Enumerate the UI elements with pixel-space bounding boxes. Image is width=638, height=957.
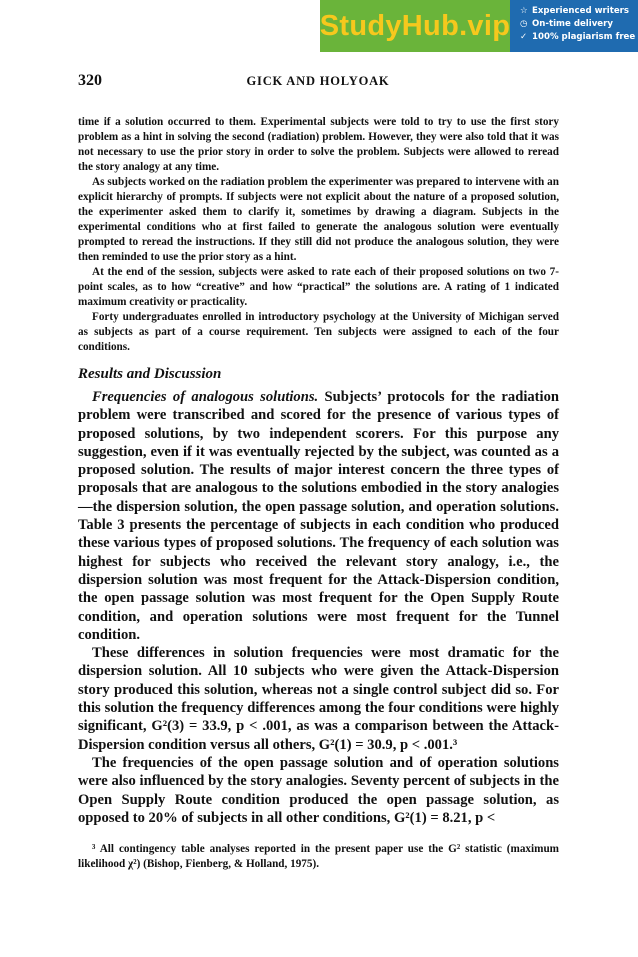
paragraph: As subjects worked on the radiation problem the experimenter was prepared to intervene with an explicit hierarchy of prompts. If subjects were not explicit about the nature of a proposed solution, the experimenter asked them to clarify it, sometimes by drawing a diagram. Subjects in the experimental conditions who at first failed to generate the analogous solution were eventually prompted to reread the instructions. If they still did not produce the analogous solution, they were then reminded to use the prior story as a hint.: [78, 176, 559, 263]
clock-icon: ◷: [520, 19, 528, 29]
paragraph: The frequencies of the open passage solution and of operation solutions were also influenced by the story analogies. Seventy percent of subjects in the Open Supply Route condition produced the open passage solution, as opposed to 20% of subjects in all other conditions, G²(1) = 8.21, p <: [78, 754, 559, 826]
footnote-text: ³ All contingency table analyses reported in the present paper use the G² statistic (maximum likelihood χ²) (Bishop, Fienberg, & Holland, 1975).: [78, 843, 559, 870]
feature-item: [520, 18, 638, 31]
feature-item: [520, 5, 638, 18]
star-icon: ☆: [520, 6, 528, 16]
paragraph: These differences in solution frequencies were most dramatic for the dispersion solution. All 10 subjects who were given the Attack-Dispersion story produced this solution, whereas not a single control subject did so. For this solution the frequency differences among the four conditions were highly significant, G²(3) = 33.9, p < .001, as was a comparison between the Attack-Dispersion condition versus all others, G²(1) = 30.9, p < .001.³: [78, 645, 559, 753]
paragraph: Forty undergraduates enrolled in introductory psychology at the University of Michigan served as subjects as part of a course requirement. Ten subjects were assigned to each of the four conditions.: [78, 311, 559, 353]
running-title: GICK AND HOLYOAK: [246, 74, 390, 88]
paragraph: time if a solution occurred to them. Experimental subjects were told to try to use the first story problem as a hint in solving the second (radiation) problem. However, they were also told that it was not necessary to use the prior story in order to solve the problem. Subjects were allowed to reread the story analogy at any time.: [78, 116, 559, 173]
feature-text: Experienced writers: [532, 6, 630, 16]
results-text: [78, 388, 559, 827]
feature-text: On-time delivery: [532, 19, 613, 29]
page-header: [78, 72, 558, 92]
check-icon: ✓: [520, 32, 528, 42]
footnote: [78, 842, 559, 872]
section-heading: Results and Discussion: [78, 366, 222, 382]
feature-item: [520, 31, 638, 44]
feature-text: 100% plagiarism free: [532, 32, 636, 42]
brand-logo[interactable]: [320, 0, 510, 52]
page-number: 320: [78, 72, 102, 89]
paragraph: At the end of the session, subjects were asked to rate each of their proposed solutions on two 7-point scales, as to how “creative” and how “practical” the solutions are. A rating of 1 indicated maximum creativity or practicality.: [78, 266, 559, 308]
ad-banner[interactable]: [320, 0, 638, 52]
paragraph: [78, 388, 559, 644]
feature-list: [510, 0, 638, 52]
method-text: [78, 115, 559, 355]
subheading: Frequencies of analogous solutions.: [92, 389, 319, 405]
paragraph-text: Subjects’ protocols for the radiation problem were transcribed and scored for the presence of various types of proposed solutions, by two independent scorers. For this purpose any suggestion, even if it was eventually rejected by the subject, was counted as a proposed solution. The results of major interest concern the three types of proposals that are analogous to the solutions embodied in the story analogies—the dispersion solution, the open passage solution, and operation solutions. Table 3 presents the percentage of subjects in each condition who produced these various types of proposed solutions. The frequency of each solution was highest for subjects who received the relevant story analogy, i.e., the dispersion solution was most frequent for the Attack-Dispersion condition, the open passage solution was most frequent for the Open Supply Route condition, and operation solutions were most frequent for the Tunnel condition.: [78, 389, 559, 643]
brand-name: StudyHub.vip: [319, 9, 511, 42]
